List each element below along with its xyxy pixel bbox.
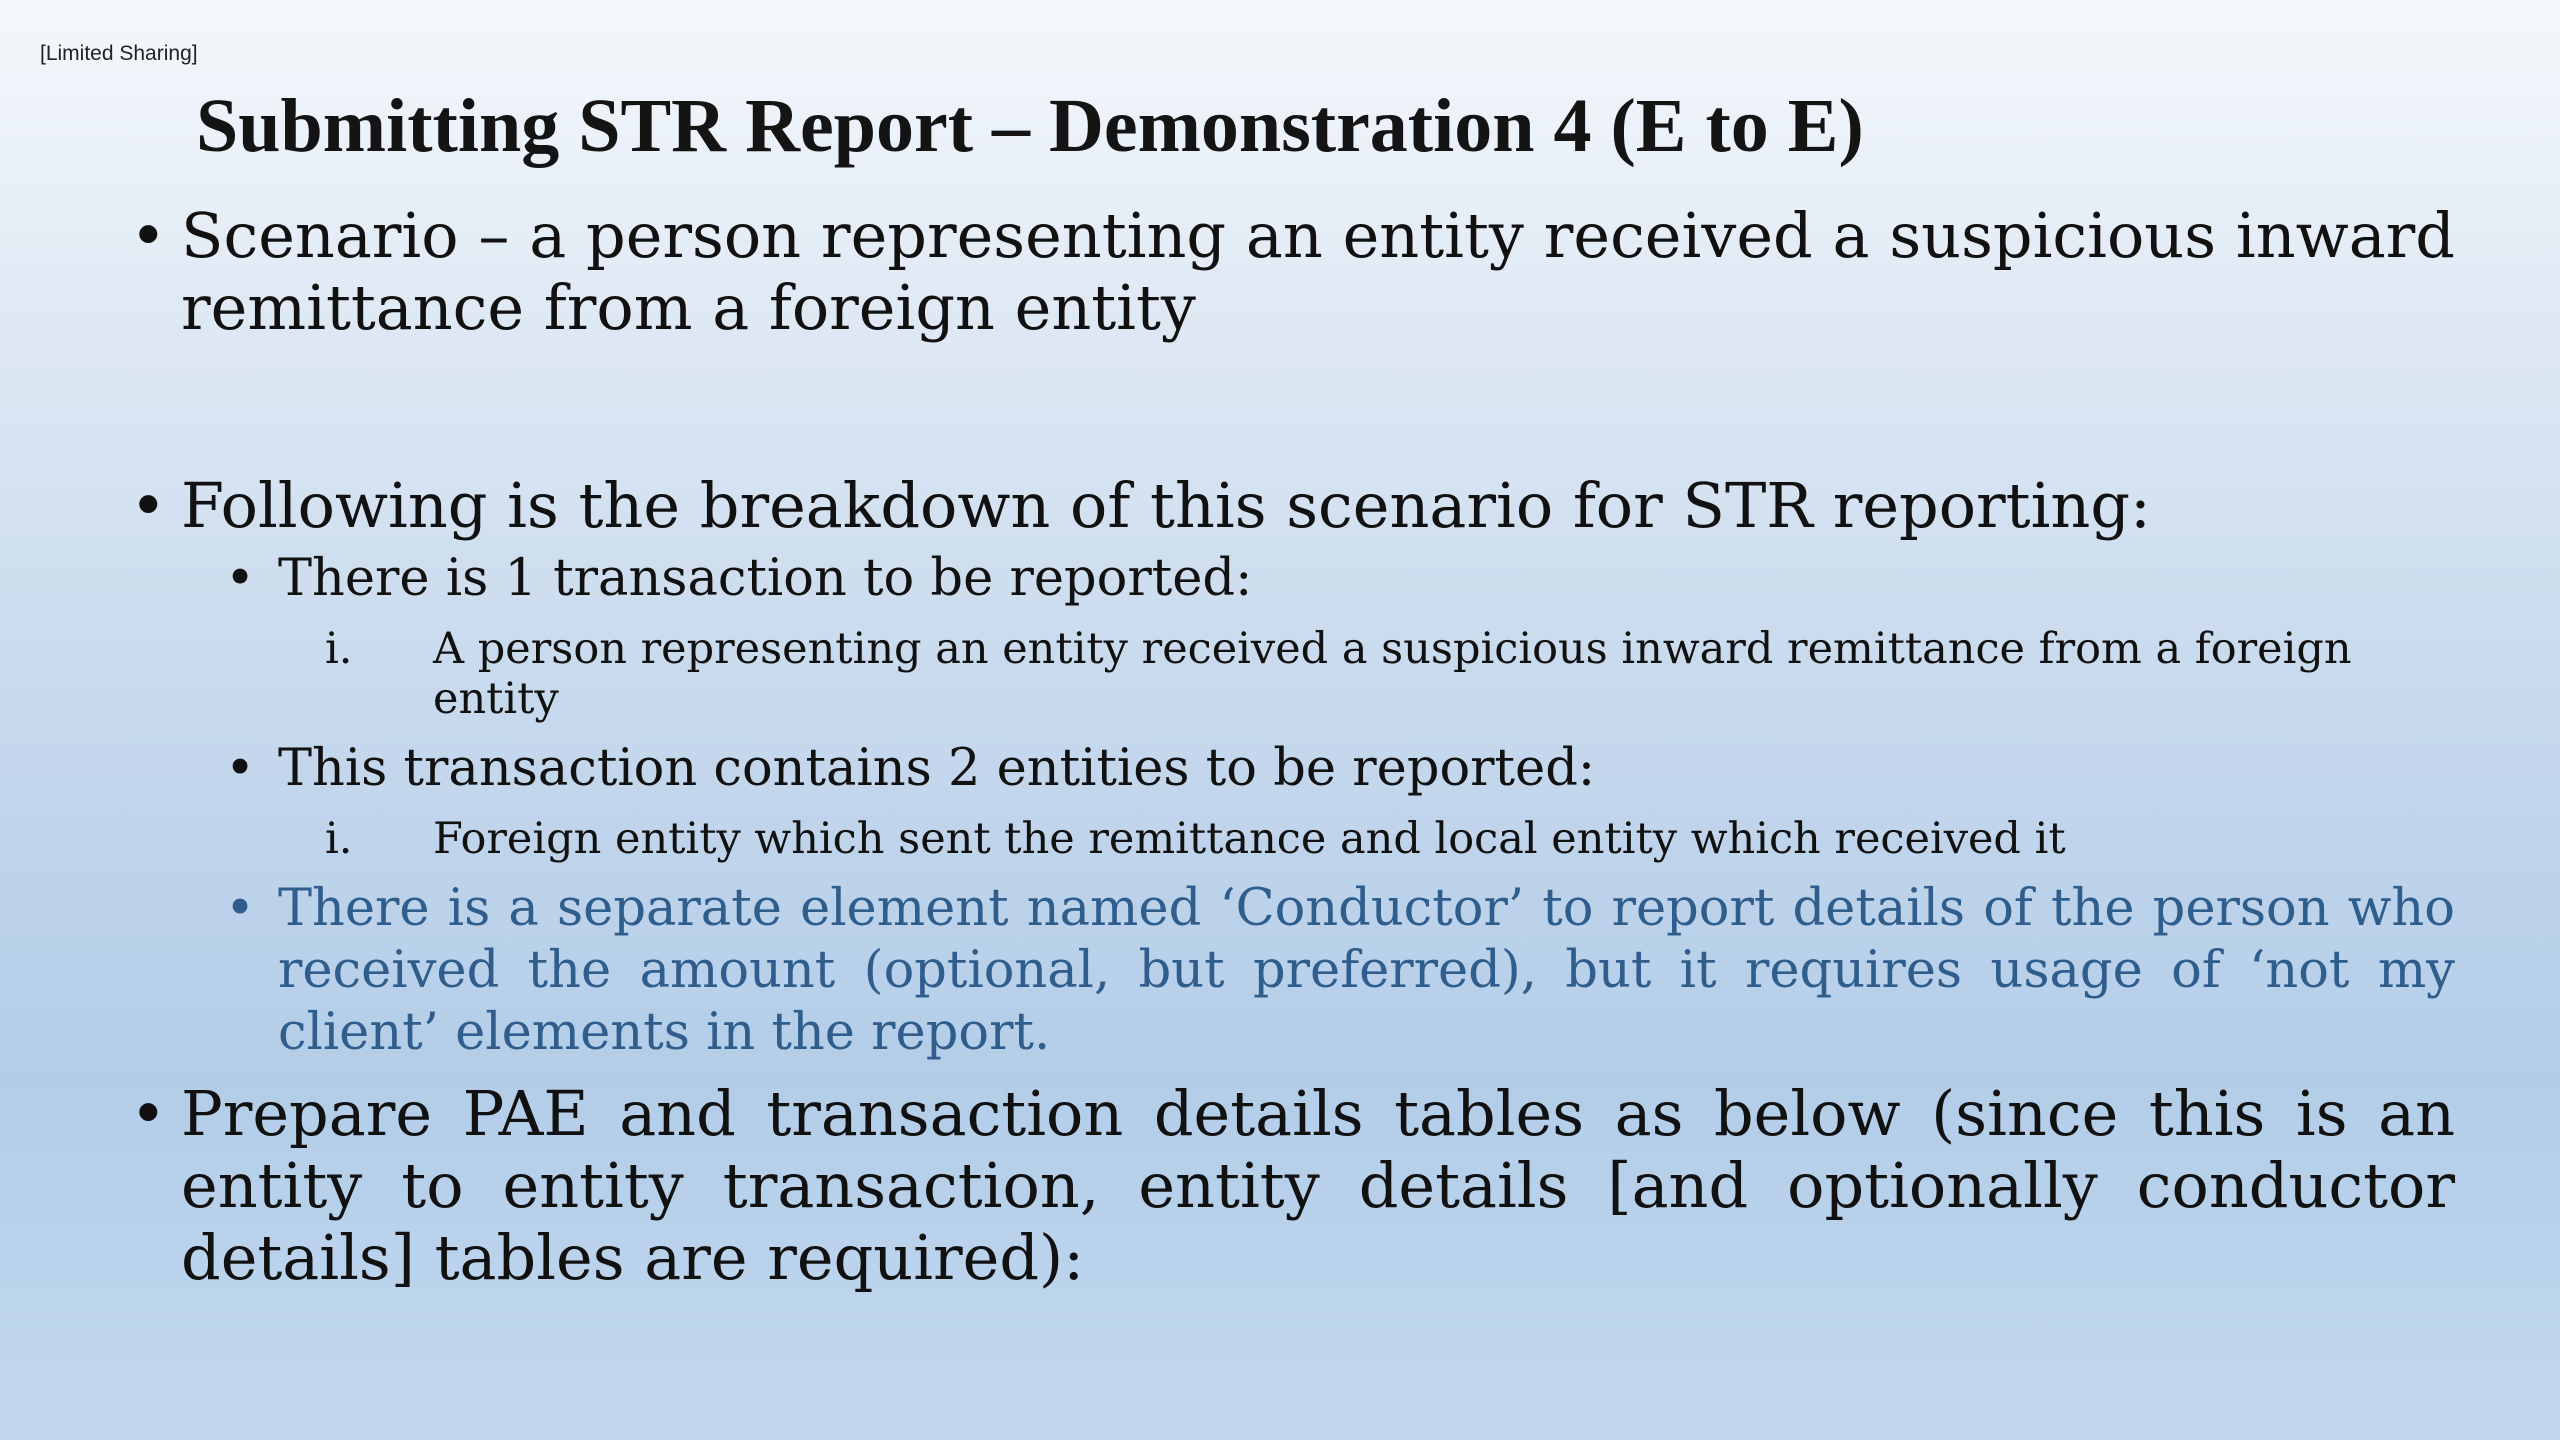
- numbered-item-entities-text: Foreign entity which sent the remittance and local entity which received it: [433, 814, 2066, 864]
- slide-body: [130, 200, 2455, 1294]
- sub-bullet-entities-text: This transaction contains 2 entities to be reported:: [278, 739, 1596, 798]
- numbered-item-transaction: [130, 624, 2455, 724]
- sub-bullet-conductor: [130, 878, 2455, 1064]
- bullet-icon: •: [130, 199, 167, 272]
- sharing-tag: [Limited Sharing]: [40, 42, 198, 65]
- sub-bullet-entities: [130, 738, 2455, 800]
- sub-bullet-conductor-text: There is a separate element named ‘Conductor’ to report details of the person who received the amount (optional, but preferred), but it requires usage of ‘not my client’ elements in the report.: [278, 879, 2455, 1062]
- bullet-icon: •: [130, 469, 167, 542]
- bullet-prepare: [130, 1078, 2455, 1294]
- bullet-prepare-text: Prepare PAE and transaction details tables as below (since this is an entity to entity transaction, entity details [and optionally conductor details] tables are required):: [181, 1077, 2455, 1294]
- slide-title: Submitting STR Report – Demonstration 4 (E to E): [196, 84, 1864, 168]
- sub-bullet-transactions: [130, 548, 2455, 610]
- numbered-item-entities: [130, 814, 2455, 864]
- bullet-scenario-text: Scenario – a person representing an entity received a suspicious inward remittance from a foreign entity: [181, 199, 2455, 344]
- numbered-item-marker: i.: [325, 814, 353, 864]
- numbered-item-marker: i.: [325, 624, 353, 674]
- bullet-breakdown: [130, 470, 2455, 542]
- sub-bullet-transactions-text: There is 1 transaction to be reported:: [278, 549, 1253, 608]
- bullet-scenario: [130, 200, 2455, 344]
- bullet-icon: •: [130, 1077, 167, 1150]
- bullet-icon: •: [225, 739, 256, 798]
- bullet-breakdown-text: Following is the breakdown of this scenario for STR reporting:: [181, 469, 2151, 542]
- bullet-icon: •: [225, 879, 256, 938]
- numbered-item-transaction-text: A person representing an entity received a suspicious inward remittance from a foreign entity: [433, 624, 2352, 724]
- bullet-icon: •: [225, 549, 256, 608]
